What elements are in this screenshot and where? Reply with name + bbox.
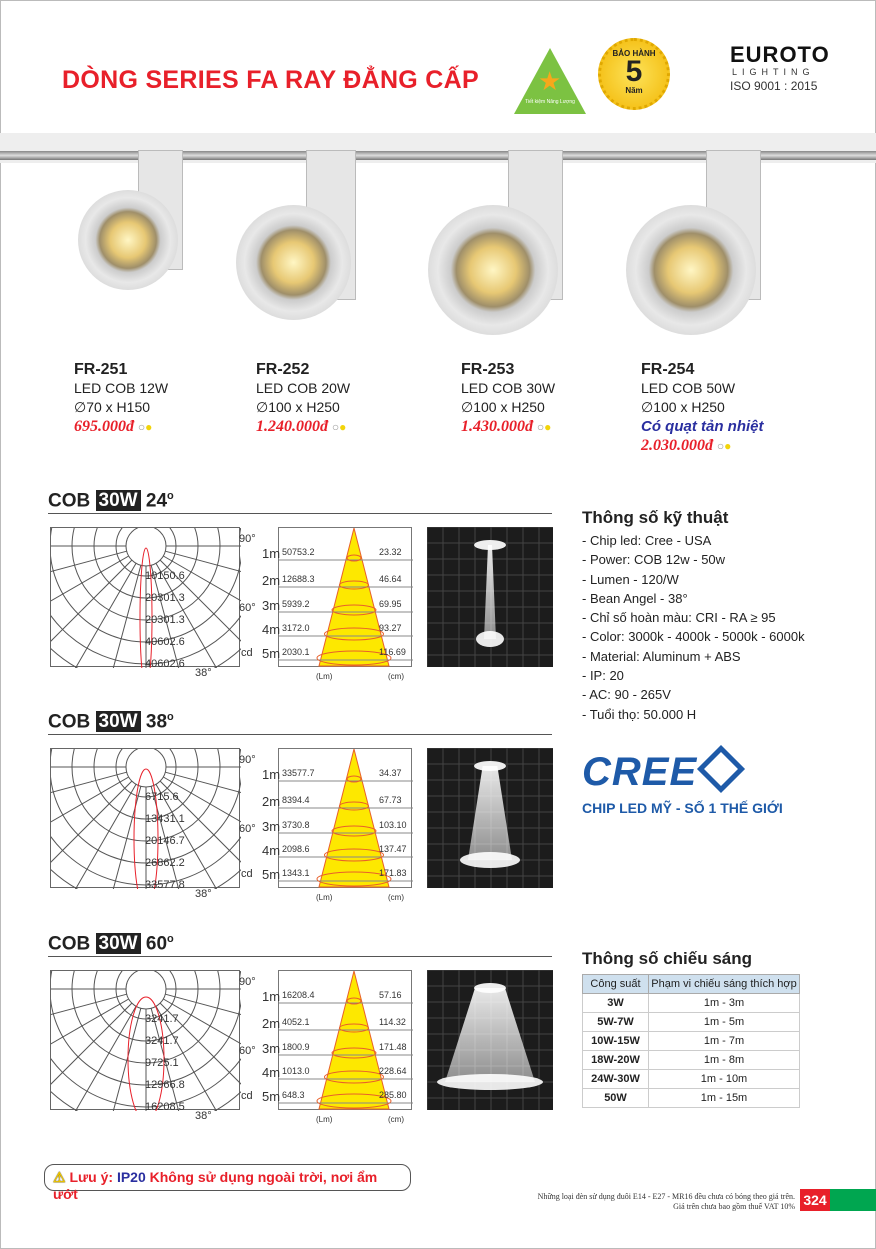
warning-icon: ⚠: [53, 1169, 66, 1185]
beam-photo: [427, 748, 553, 888]
polar-value: 20146.7: [145, 835, 185, 847]
lumen-value: 1013.0: [282, 1066, 310, 1076]
distance-label: 3m: [262, 598, 281, 613]
distance-label: 2m: [262, 573, 281, 588]
lumen-unit: (Lm): [316, 893, 333, 902]
beam-photo: [427, 527, 553, 667]
star-icon: ★: [538, 66, 562, 96]
cell-range: 1m - 7m: [649, 1032, 800, 1051]
cell-power: 3W: [583, 994, 649, 1013]
distance-label: 2m: [262, 1016, 281, 1031]
distance-label: 4m: [262, 843, 281, 858]
lumen-value: 1800.9: [282, 1042, 310, 1052]
specs-list: [582, 531, 805, 724]
product-type: LED COB 50W: [641, 380, 736, 396]
label-60deg: 60°: [239, 823, 256, 835]
polar-value: 10150.6: [145, 570, 185, 582]
diameter-value: 67.73: [379, 795, 402, 805]
product-price: 695.000đ: [74, 418, 134, 435]
diameter-value: 137.47: [379, 844, 407, 854]
footer-line1: Những loại đèn sử dụng đuôi E14 - E27 - MR16 đều chưa có bóng theo giá trên.: [537, 1192, 795, 1201]
label-38deg: 38°: [195, 1110, 212, 1122]
section-header: COB 30W 24$^o$: [48, 490, 174, 512]
polar-diagram: [50, 527, 240, 670]
diameter-value: 103.10: [379, 820, 407, 830]
warranty-number: 5: [625, 55, 643, 88]
beam-cone-diagram: [278, 748, 412, 888]
spec-item: - IP: 20: [582, 668, 624, 684]
lumen-value: 3730.8: [282, 820, 310, 830]
polar-value: 3241.7: [145, 1013, 179, 1025]
label-38deg: 38°: [195, 667, 212, 679]
section-watt: 30W: [96, 490, 141, 511]
diameter-value: 57.16: [379, 990, 402, 1000]
label-90deg: 90°: [239, 533, 256, 545]
diameter-value: 93.27: [379, 623, 402, 633]
lumen-unit: (Lm): [316, 1115, 333, 1124]
section-watt: 30W: [96, 711, 141, 732]
brand-subtitle: LIGHTING: [732, 67, 815, 77]
section-header: COB 30W 38$^o$: [48, 711, 174, 733]
spec-item: - Color: 3000k - 4000k - 5000k - 6000k: [582, 629, 805, 645]
cell-range: 1m - 5m: [649, 1013, 800, 1032]
cree-logo: CREE: [582, 750, 698, 794]
specs-title: Thông số kỹ thuật: [582, 508, 729, 527]
diameter-value: 285.80: [379, 1090, 407, 1100]
diameter-value: 34.37: [379, 768, 402, 778]
label-38deg: 38°: [195, 888, 212, 900]
product-code: FR-254: [641, 361, 695, 378]
lumen-value: 1343.1: [282, 868, 310, 878]
product-price: 2.030.000đ: [641, 437, 713, 454]
label-90deg: 90°: [239, 754, 256, 766]
beam-photo: [427, 970, 553, 1110]
lumen-unit: (Lm): [316, 672, 333, 681]
label-60deg: 60°: [239, 1045, 256, 1057]
cm-unit: (cm): [388, 672, 404, 681]
color-options-icon: ○●: [536, 420, 552, 434]
green-bar: [830, 1189, 876, 1211]
distance-label: 1m: [262, 546, 281, 561]
lumen-value: 3172.0: [282, 623, 310, 633]
product-fr251: [74, 360, 168, 437]
polar-diagram: [50, 748, 240, 891]
spec-item: - Material: Aluminum + ABS: [582, 648, 741, 664]
color-options-icon: ○●: [716, 439, 732, 453]
cell-power: 5W-7W: [583, 1013, 649, 1032]
lumen-value: 2098.6: [282, 844, 310, 854]
lumen-value: 12688.3: [282, 574, 315, 584]
cell-range: 1m - 15m: [649, 1089, 800, 1108]
spec-item: - Power: COB 12w - 50w: [582, 552, 726, 568]
section-angle: 38: [145, 711, 168, 733]
polar-value: 12966.8: [145, 1079, 185, 1091]
brand-logo: EUROTO: [730, 42, 830, 67]
section-divider: [48, 956, 552, 957]
footer-note: [440, 1192, 795, 1212]
product-size: ∅100 x H250: [461, 399, 545, 415]
polar-value: 40602.6: [145, 636, 185, 648]
section-divider: [48, 513, 552, 514]
diameter-value: 23.32: [379, 547, 402, 557]
section-cob: COB: [48, 711, 91, 733]
lumen-value: 50753.2: [282, 547, 315, 557]
product-fr253: [461, 360, 555, 437]
distance-label: 5m: [262, 1089, 281, 1104]
polar-value: 20301.3: [145, 614, 185, 626]
diameter-value: 171.83: [379, 868, 407, 878]
spec-item: - Tuổi thọ: 50.000 H: [582, 706, 697, 722]
warning-prefix: Lưu ý:: [69, 1169, 114, 1185]
polar-diagram: [50, 970, 240, 1113]
distance-label: 1m: [262, 989, 281, 1004]
beam-cone-diagram: [278, 970, 412, 1110]
spec-item: - AC: 90 - 265V: [582, 687, 671, 703]
diameter-value: 228.64: [379, 1066, 407, 1076]
cree-tagline: CHIP LED MỸ - SỐ 1 THẾ GIỚI: [582, 800, 783, 816]
product-fr254: [641, 360, 764, 456]
distance-label: 4m: [262, 622, 281, 637]
product-size: ∅100 x H250: [641, 399, 725, 415]
diameter-value: 69.95: [379, 599, 402, 609]
warranty-badge: [598, 38, 670, 110]
product-fr252: [256, 360, 350, 437]
warranty-top: BẢO HÀNH: [612, 49, 656, 58]
lumen-value: 33577.7: [282, 768, 315, 778]
diameter-value: 114.32: [379, 1017, 406, 1027]
table-row: [583, 994, 800, 1013]
table-row: [583, 1089, 800, 1108]
product-type: LED COB 20W: [256, 380, 351, 396]
section-divider: [48, 734, 552, 735]
section-angle: 60: [145, 933, 168, 955]
lighting-table: [582, 974, 800, 1108]
distance-label: 5m: [262, 867, 281, 882]
cell-range: 1m - 10m: [649, 1070, 800, 1089]
distance-label: 5m: [262, 646, 281, 661]
label-cd: cd: [241, 647, 253, 659]
section-cob: COB: [48, 490, 91, 512]
warranty-unit: Năm: [625, 86, 643, 95]
product-price: 1.430.000đ: [461, 418, 533, 435]
section-angle: 24: [145, 490, 168, 512]
table-row: [583, 1032, 800, 1051]
polar-value: 9725.1: [145, 1057, 179, 1069]
label-90deg: 90°: [239, 976, 256, 988]
polar-value: 3241.7: [145, 1035, 179, 1047]
diameter-value: 116.69: [379, 647, 406, 657]
color-options-icon: ○●: [137, 420, 153, 434]
page-title: DÒNG SERIES FA RAY ĐẲNG CẤP: [62, 66, 479, 94]
polar-value: 26862.2: [145, 857, 185, 869]
diameter-value: 171.48: [379, 1042, 407, 1052]
product-code: FR-252: [256, 361, 310, 378]
page-number: 324: [800, 1189, 830, 1211]
label-cd: cd: [241, 868, 253, 880]
label-60deg: 60°: [239, 602, 256, 614]
product-size: ∅70 x H150: [74, 399, 151, 415]
cm-unit: (cm): [388, 893, 404, 902]
lumen-value: 648.3: [282, 1090, 305, 1100]
lumen-value: 5939.2: [282, 599, 310, 609]
cell-power: 18W-20W: [583, 1051, 649, 1070]
product-code: FR-251: [74, 361, 128, 378]
distance-label: 1m: [262, 767, 281, 782]
distance-label: 3m: [262, 1041, 281, 1056]
product-code: FR-253: [461, 361, 515, 378]
polar-value: 13431.1: [145, 813, 185, 825]
lumen-value: 2030.1: [282, 647, 310, 657]
polar-value: 6715.6: [145, 791, 179, 803]
polar-value: 16208.5: [145, 1101, 185, 1113]
diameter-value: 46.64: [379, 574, 402, 584]
lumen-value: 4052.1: [282, 1017, 310, 1027]
warning-ip: IP20: [116, 1169, 146, 1185]
cm-unit: (cm): [388, 1115, 404, 1124]
cell-power: 24W-30W: [583, 1070, 649, 1089]
col-header: Phạm vi chiếu sáng thích hợp: [649, 975, 800, 994]
spec-item: - Chip led: Cree - USA: [582, 533, 712, 548]
section-watt: 30W: [96, 933, 141, 954]
product-type: LED COB 12W: [74, 380, 169, 396]
table-row: [583, 1051, 800, 1070]
product-type: LED COB 30W: [461, 380, 556, 396]
footer-line2: Giá trên chưa bao gồm thuế VAT 10%: [673, 1202, 795, 1211]
polar-value: 40602.6: [145, 658, 185, 670]
polar-value: 33577.8: [145, 879, 185, 891]
warning-box: [44, 1164, 411, 1202]
product-price: 1.240.000đ: [256, 418, 328, 435]
product-size: ∅100 x H250: [256, 399, 340, 415]
warning-text: Không sử dụng ngoài trời, nơi ẩm ướt: [53, 1169, 378, 1202]
lighting-title: Thông số chiếu sáng: [582, 949, 753, 968]
section-header: COB 30W 60$^o$: [48, 933, 174, 955]
cell-range: 1m - 3m: [649, 994, 800, 1013]
cell-range: 1m - 8m: [649, 1051, 800, 1070]
color-options-icon: ○●: [331, 420, 347, 434]
cell-power: 10W-15W: [583, 1032, 649, 1051]
iso-label: ISO 9001 : 2015: [730, 79, 818, 93]
product-note: Có quạt tản nhiệt: [641, 418, 764, 435]
beam-cone-diagram: [278, 527, 412, 667]
spec-item: - Bean Angel - 38°: [582, 590, 688, 606]
distance-label: 3m: [262, 819, 281, 834]
spec-item: - Lumen - 120/W: [582, 571, 679, 587]
polar-value: 20301.3: [145, 592, 185, 604]
distance-label: 2m: [262, 794, 281, 809]
section-cob: COB: [48, 933, 91, 955]
label-cd: cd: [241, 1090, 253, 1102]
lumen-value: 8394.4: [282, 795, 310, 805]
table-row: [583, 1013, 800, 1032]
spec-item: - Chỉ số hoàn màu: CRI - RA ≥ 95: [582, 610, 776, 626]
lumen-value: 16208.4: [282, 990, 315, 1000]
cell-power: 50W: [583, 1089, 649, 1108]
table-row: [583, 1070, 800, 1089]
col-header: Công suất: [583, 975, 649, 994]
energy-saving-label: Tiết kiệm Năng Lượng: [525, 99, 575, 105]
distance-label: 4m: [262, 1065, 281, 1080]
